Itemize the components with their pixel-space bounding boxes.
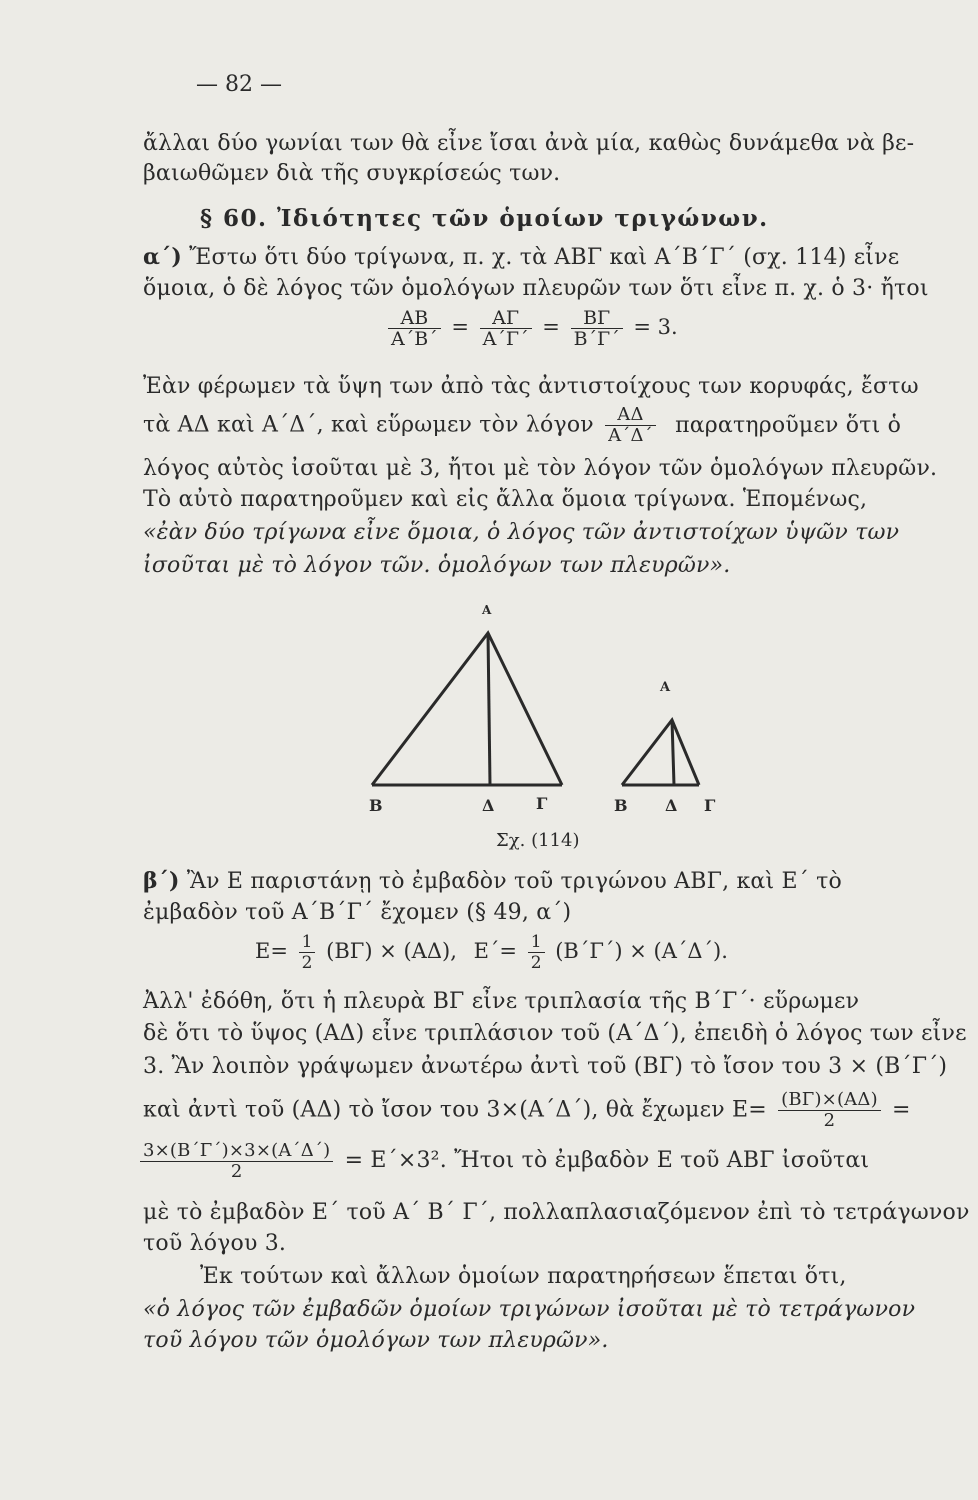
fraction-numerator: 1 bbox=[299, 932, 316, 953]
fraction-denominator: 2 bbox=[301, 953, 313, 973]
fraction-denominator: 2 bbox=[230, 1160, 243, 1182]
item-marker-a: α΄) bbox=[143, 244, 182, 270]
ratio-fraction-ab bbox=[388, 308, 441, 349]
big-fraction bbox=[140, 1141, 333, 1182]
text-line-16 bbox=[143, 1090, 911, 1131]
area-e-lhs: Ε= bbox=[255, 939, 288, 963]
area-ep-lhs: Ε΄= bbox=[473, 939, 517, 963]
text-line-18: μὲ τὸ ἐμβαδὸν Ε΄ τοῦ Α΄ Β΄ Γ΄, πολλαπλασιαζόμενον ἐπὶ τὸ τετράγωνον bbox=[143, 1200, 970, 1225]
text-line-22: τοῦ λόγου τῶν ὁμολόγων των πλευρῶν». bbox=[143, 1328, 609, 1353]
text-line-6a: τὰ ΑΔ καὶ Α΄Δ΄, καὶ εὕρωμεν τὸν λόγον bbox=[143, 412, 594, 438]
ratio-fraction-bg bbox=[571, 308, 623, 349]
text-line-12: ἐμβαδὸν τοῦ Α΄Β΄Γ΄ ἔχομεν (§ 49, α΄) bbox=[143, 900, 572, 925]
text-line-6 bbox=[143, 405, 901, 446]
fraction-numerator: ΑΔ bbox=[605, 405, 656, 426]
equals-sign: = bbox=[542, 315, 560, 339]
text-line-16a: καὶ ἀντὶ τοῦ (ΑΔ) τὸ ἴσον του 3×(Α΄Δ΄), θὰ ἔχωμεν Ε= bbox=[143, 1097, 767, 1123]
fraction-denominator: Α΄Γ΄ bbox=[482, 328, 529, 350]
text-line-11-body: Ἂν Ε παριστάνῃ τὸ ἐμβαδὸν τοῦ τριγώνου ΑΒΓ, καὶ Ε΄ τὸ bbox=[186, 869, 842, 894]
text-line-2: βαιωθῶμεν διὰ τῆς συγκρίσεώς των. bbox=[143, 161, 561, 186]
fraction-numerator: 1 bbox=[528, 932, 545, 953]
section-heading: § 60. Ἰδιότητες τῶν ὁμοίων τριγώνων. bbox=[200, 205, 769, 232]
fraction-denominator: 2 bbox=[530, 953, 542, 973]
fraction-numerator: ΑΓ bbox=[480, 308, 532, 329]
e-fraction bbox=[778, 1090, 881, 1131]
vertex-label-big-A: Α bbox=[482, 603, 492, 617]
fraction-numerator: (ΒΓ)×(ΑΔ) bbox=[778, 1090, 881, 1111]
fraction-numerator: 3×(Β΄Γ΄)×3×(Α΄Δ΄) bbox=[140, 1141, 333, 1162]
text-line-3-body: Ἔστω ὅτι δύο τρίγωνα, π. χ. τὰ ΑΒΓ καὶ Α΄Β΄Γ΄ (σχ. 114) εἶνε bbox=[189, 245, 900, 270]
text-line-11 bbox=[143, 867, 842, 896]
vertex-label-small-G: Γ bbox=[704, 796, 716, 815]
text-line-17b: = Ε΄×3². Ἤτοι τὸ ἐμβαδὸν Ε τοῦ ΑΒΓ ἰσοῦται bbox=[344, 1148, 870, 1173]
fraction-numerator: ΒΓ bbox=[571, 308, 623, 329]
text-line-17 bbox=[140, 1140, 869, 1182]
vertex-label-small-B: Β bbox=[614, 796, 628, 815]
equals-sign: = bbox=[451, 315, 469, 339]
vertex-label-small-D: Δ bbox=[665, 796, 678, 815]
area-ep-rhs: (Β΄Γ΄) × (Α΄Δ΄). bbox=[555, 939, 728, 963]
fraction-denominator: 2 bbox=[823, 1110, 836, 1131]
area-formula bbox=[255, 932, 728, 973]
text-line-5: Ἐὰν φέρωμεν τὰ ὕψη των ἀπὸ τὰς ἀντιστοίχους των κορυφάς, ἔστω bbox=[143, 374, 919, 399]
page-number: — 82 — bbox=[196, 72, 282, 97]
fraction-denominator: Β΄Γ΄ bbox=[573, 328, 620, 350]
height-ratio-fraction bbox=[605, 405, 656, 446]
text-line-19: τοῦ λόγου 3. bbox=[143, 1231, 287, 1256]
big-triangle-altitude bbox=[488, 633, 490, 785]
text-line-14: δὲ ὅτι τὸ ὕψος (ΑΔ) εἶνε τριπλάσιον τοῦ (Α΄Δ΄), ἐπειδὴ ὁ λόγος των εἶνε bbox=[143, 1021, 967, 1046]
half-fraction-2 bbox=[528, 932, 545, 973]
item-marker-b: β΄) bbox=[143, 868, 180, 894]
text-line-3 bbox=[143, 243, 899, 272]
text-line-15: 3. Ἂν λοιπὸν γράψωμεν ἀνωτέρω ἀντὶ τοῦ (ΒΓ) τὸ ἴσον του 3 × (Β΄Γ΄) bbox=[143, 1054, 948, 1079]
text-line-10: ἰσοῦται μὲ τὸ λόγον τῶν. ὁμολόγων των πλευρῶν». bbox=[143, 553, 731, 578]
area-e-rhs: (ΒΓ) × (ΑΔ), bbox=[326, 939, 457, 963]
text-line-9: «ἐὰν δύο τρίγωνα εἶνε ὅμοια, ὁ λόγος τῶν ἀντιστοίχων ὑψῶν των bbox=[143, 520, 900, 545]
big-triangle bbox=[372, 633, 562, 785]
ratio-formula bbox=[384, 308, 678, 349]
big-triangle-sides bbox=[372, 633, 562, 785]
text-line-13: Ἀλλ' ἐδόθη, ὅτι ἡ πλευρὰ ΒΓ εἶνε τριπλασία τῆς Β΄Γ΄· εὕρωμεν bbox=[143, 989, 860, 1014]
ratio-fraction-ag bbox=[480, 308, 532, 349]
fraction-numerator: ΑΒ bbox=[388, 308, 441, 329]
text-line-1: ἄλλαι δύο γωνίαι των θὰ εἶνε ἴσαι ἀνὰ μία, καθὼς δυνάμεθα νὰ βε- bbox=[143, 131, 915, 156]
text-line-20: Ἐκ τούτων καὶ ἄλλων ὁμοίων παρατηρήσεων ἕπεται ὅτι, bbox=[200, 1264, 847, 1289]
text-line-4: ὅμοια, ὁ δὲ λόγος τῶν ὁμολόγων πλευρῶν των ὅτι εἶνε π. χ. ὁ 3· ἤτοι bbox=[143, 276, 929, 301]
fraction-denominator: Α΄Δ΄ bbox=[608, 425, 653, 446]
figure-caption: Σχ. (114) bbox=[496, 830, 580, 851]
small-triangle-altitude bbox=[672, 720, 674, 785]
text-line-6b: παρατηροῦμεν ὅτι ὁ bbox=[675, 412, 902, 438]
text-line-21: «ὁ λόγος τῶν ἐμβαδῶν ὁμοίων τριγώνων ἰσοῦται μὲ τὸ τετράγωνον bbox=[143, 1297, 916, 1322]
vertex-label-small-A: Α bbox=[660, 680, 671, 695]
small-triangle-sides bbox=[622, 720, 699, 785]
text-line-7: λόγος αὐτὸς ἰσοῦται μὲ 3, ἤτοι μὲ τὸν λόγον τῶν ὁμολόγων πλευρῶν. bbox=[143, 456, 938, 481]
vertex-label-big-G: Γ bbox=[536, 794, 548, 813]
figure-114 bbox=[0, 600, 978, 860]
small-triangle bbox=[622, 720, 699, 785]
half-fraction bbox=[299, 932, 316, 973]
fraction-denominator: Α΄Β΄ bbox=[391, 328, 438, 350]
text-line-16b: = bbox=[892, 1097, 911, 1123]
vertex-label-big-D: Δ bbox=[482, 796, 495, 815]
ratio-result: = 3. bbox=[633, 315, 678, 339]
text-line-8: Τὸ αὐτὸ παρατηροῦμεν καὶ εἰς ἄλλα ὅμοια τρίγωνα. Ἑπομένως, bbox=[143, 487, 868, 512]
vertex-label-big-B: Β bbox=[369, 796, 383, 815]
